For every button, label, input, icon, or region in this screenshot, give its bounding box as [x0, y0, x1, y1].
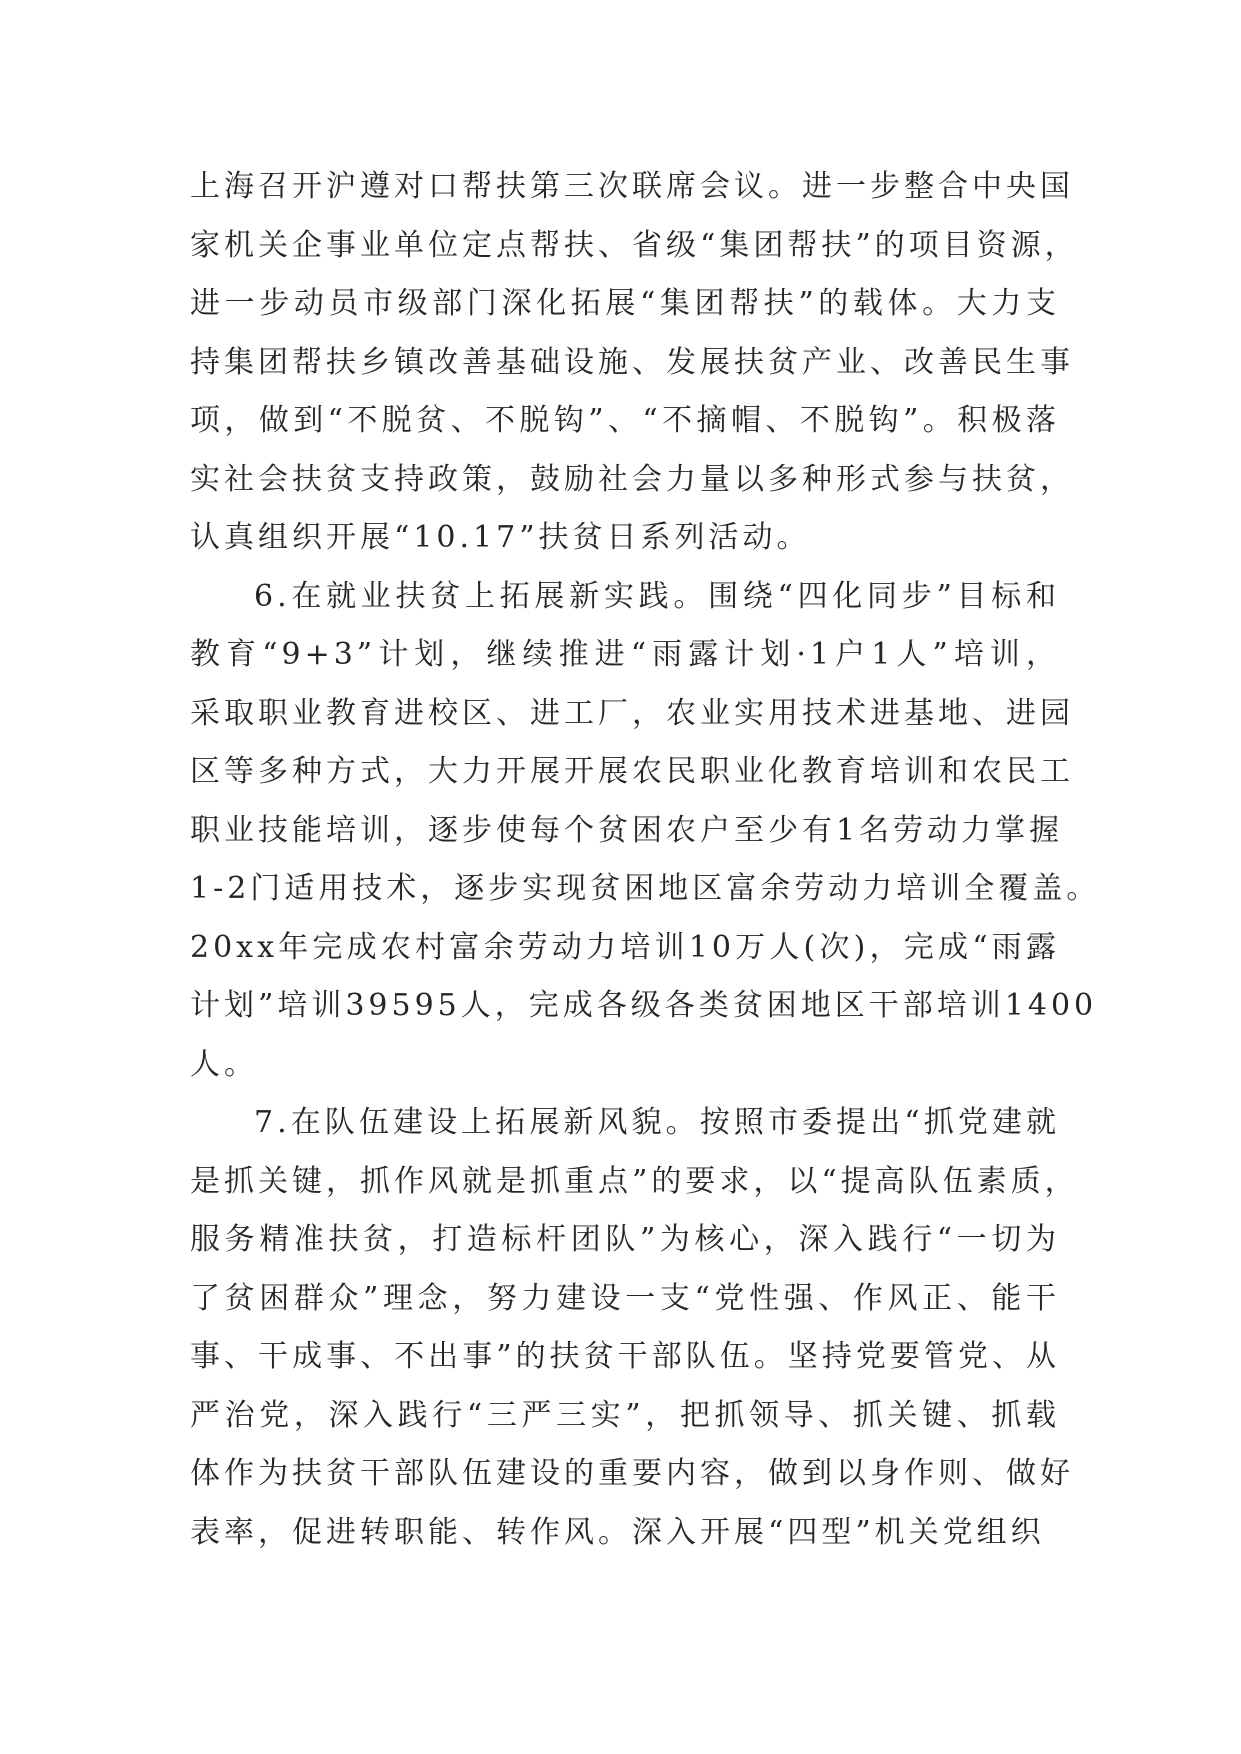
text-line: 教育“9+3”计划，继续推进“雨露计划·1户1人”培训，: [190, 637, 1060, 672]
paragraph-p5-continued: [190, 158, 1079, 568]
document-body: [190, 158, 1101, 1562]
text-line: 采取职业教育进校区、进工厂，农业实用技术进基地、进园: [190, 695, 1074, 731]
paragraph-p7: [190, 1094, 1079, 1562]
text-line: 体作为扶贫干部队伍建设的重要内容，做到以身作则、做好: [190, 1456, 1074, 1491]
text-line: 项，做到“不脱贫、不脱钩”、“不摘帽、不脱钩”。积极落: [190, 403, 1060, 438]
text-line: 6.在就业扶贫上拓展新实践。围绕“四化同步”目标和: [254, 578, 1060, 614]
text-line: 上海召开沪遵对口帮扶第三次联席会议。进一步整合中央国: [190, 169, 1074, 204]
text-line: 20xx年完成农村富余劳动力培训10万人(次)，完成“雨露: [190, 929, 1060, 965]
text-line: 职业技能培训，逐步使每个贫困农户至少有1名劳动力掌握: [190, 812, 1064, 848]
text-line: 表率，促进转职能、转作风。深入开展“四型”机关党组织: [190, 1514, 1045, 1550]
text-line: 了贫困群众”理念，努力建设一支“党性强、作风正、能干: [190, 1280, 1060, 1316]
text-line: 服务精准扶贫，打造标杆团队”为核心，深入践行“一切为: [190, 1222, 1060, 1257]
text-line: 事、干成事、不出事”的扶贫干部队伍。坚持党要管党、从: [190, 1339, 1060, 1374]
text-line: 实社会扶贫支持政策，鼓励社会力量以多种形式参与扶贫，: [190, 461, 1074, 497]
text-line: 计划”培训39595人，完成各级各类贫困地区干部培训1400: [190, 988, 1098, 1023]
text-line: 持集团帮扶乡镇改善基础设施、发展扶贫产业、改善民生事: [190, 344, 1074, 380]
text-line: 人。: [190, 1046, 258, 1082]
text-line: 严治党，深入践行“三严三实”，把抓领导、抓关键、抓载: [190, 1397, 1060, 1433]
text-line: 是抓关键，抓作风就是抓重点”的要求，以“提高队伍素质，: [190, 1163, 1079, 1199]
text-line: 进一步动员市级部门深化拓展“集团帮扶”的载体。大力支: [190, 286, 1060, 321]
text-line: 认真组织开展“10.17”扶贫日系列活动。: [190, 520, 811, 555]
text-line: 家机关企事业单位定点帮扶、省级“集团帮扶”的项目资源，: [190, 227, 1079, 263]
text-line: 区等多种方式，大力开展开展农民职业化教育培训和农民工: [190, 754, 1074, 789]
text-line: 1-2门适用技术，逐步实现贫困地区富余劳动力培训全覆盖。: [190, 871, 1101, 906]
paragraph-p6: [190, 568, 1101, 1095]
text-line: 7.在队伍建设上拓展新风貌。按照市委提出“抓党建就: [254, 1105, 1060, 1140]
